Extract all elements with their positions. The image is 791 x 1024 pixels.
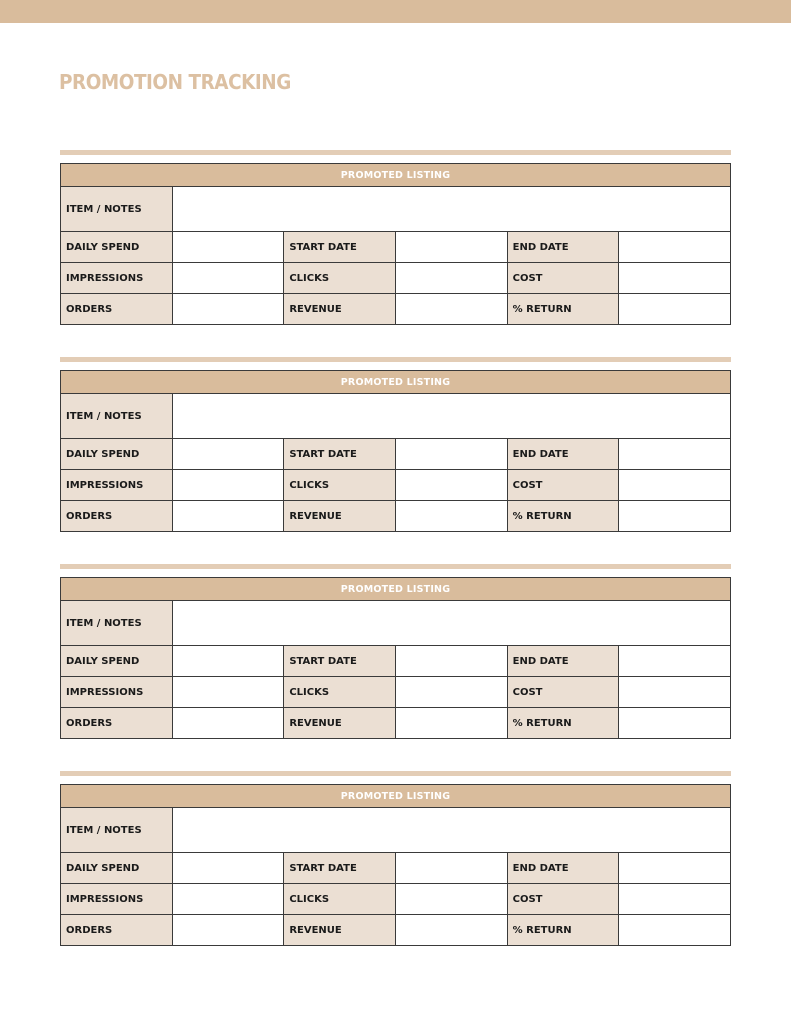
- item-notes-row: [61, 187, 731, 232]
- end-date-label: END DATE: [507, 232, 619, 263]
- end-date-label: END DATE: [507, 646, 619, 677]
- clicks-field[interactable]: [395, 263, 507, 294]
- end-date-field[interactable]: [619, 646, 731, 677]
- promoted-listing-table: [60, 784, 731, 946]
- item-notes-field[interactable]: [172, 808, 730, 853]
- clicks-label: CLICKS: [284, 884, 396, 915]
- item-notes-field[interactable]: [172, 394, 730, 439]
- start-date-field[interactable]: [395, 439, 507, 470]
- revenue-label: REVENUE: [284, 501, 396, 532]
- start-date-label: START DATE: [284, 853, 396, 884]
- clicks-label: CLICKS: [284, 263, 396, 294]
- listing-header: PROMOTED LISTING: [61, 164, 731, 187]
- return-field[interactable]: [619, 915, 731, 946]
- orders-field[interactable]: [172, 294, 284, 325]
- table-header-row: [61, 164, 731, 187]
- start-date-field[interactable]: [395, 232, 507, 263]
- table-header-row: [61, 578, 731, 601]
- return-field[interactable]: [619, 708, 731, 739]
- table-header-row: [61, 785, 731, 808]
- item-notes-row: [61, 808, 731, 853]
- table-row: [61, 294, 731, 325]
- daily-spend-label: DAILY SPEND: [61, 439, 173, 470]
- cost-label: COST: [507, 263, 619, 294]
- return-label: % RETURN: [507, 501, 619, 532]
- table-row: [61, 439, 731, 470]
- promoted-listing-table: [60, 163, 731, 325]
- start-date-label: START DATE: [284, 439, 396, 470]
- cost-field[interactable]: [619, 677, 731, 708]
- listing-header: PROMOTED LISTING: [61, 371, 731, 394]
- end-date-field[interactable]: [619, 232, 731, 263]
- table-row: [61, 884, 731, 915]
- table-row: [61, 677, 731, 708]
- daily-spend-field[interactable]: [172, 646, 284, 677]
- table-row: [61, 501, 731, 532]
- cost-field[interactable]: [619, 884, 731, 915]
- end-date-field[interactable]: [619, 439, 731, 470]
- return-field[interactable]: [619, 501, 731, 532]
- end-date-field[interactable]: [619, 853, 731, 884]
- daily-spend-label: DAILY SPEND: [61, 646, 173, 677]
- section-divider: [60, 357, 731, 362]
- impressions-label: IMPRESSIONS: [61, 677, 173, 708]
- impressions-label: IMPRESSIONS: [61, 263, 173, 294]
- section-divider: [60, 150, 731, 155]
- return-label: % RETURN: [507, 915, 619, 946]
- revenue-label: REVENUE: [284, 294, 396, 325]
- clicks-label: CLICKS: [284, 677, 396, 708]
- daily-spend-label: DAILY SPEND: [61, 232, 173, 263]
- impressions-label: IMPRESSIONS: [61, 470, 173, 501]
- table-row: [61, 853, 731, 884]
- clicks-field[interactable]: [395, 884, 507, 915]
- listing-header: PROMOTED LISTING: [61, 578, 731, 601]
- promoted-listing-section: [60, 150, 731, 325]
- item-notes-label: ITEM / NOTES: [61, 808, 173, 853]
- item-notes-field[interactable]: [172, 601, 730, 646]
- cost-field[interactable]: [619, 470, 731, 501]
- impressions-label: IMPRESSIONS: [61, 884, 173, 915]
- cost-label: COST: [507, 470, 619, 501]
- item-notes-label: ITEM / NOTES: [61, 187, 173, 232]
- clicks-field[interactable]: [395, 677, 507, 708]
- revenue-label: REVENUE: [284, 708, 396, 739]
- orders-field[interactable]: [172, 501, 284, 532]
- end-date-label: END DATE: [507, 439, 619, 470]
- revenue-field[interactable]: [395, 501, 507, 532]
- cost-label: COST: [507, 884, 619, 915]
- orders-label: ORDERS: [61, 294, 173, 325]
- promoted-listing-section: [60, 357, 731, 532]
- page-title: PROMOTION TRACKING: [59, 70, 291, 94]
- promoted-listing-table: [60, 370, 731, 532]
- section-divider: [60, 564, 731, 569]
- daily-spend-field[interactable]: [172, 853, 284, 884]
- start-date-field[interactable]: [395, 646, 507, 677]
- end-date-label: END DATE: [507, 853, 619, 884]
- return-label: % RETURN: [507, 294, 619, 325]
- return-label: % RETURN: [507, 708, 619, 739]
- orders-label: ORDERS: [61, 501, 173, 532]
- promoted-listing-table: [60, 577, 731, 739]
- item-notes-label: ITEM / NOTES: [61, 601, 173, 646]
- impressions-field[interactable]: [172, 470, 284, 501]
- cost-field[interactable]: [619, 263, 731, 294]
- cost-label: COST: [507, 677, 619, 708]
- revenue-label: REVENUE: [284, 915, 396, 946]
- orders-field[interactable]: [172, 915, 284, 946]
- revenue-field[interactable]: [395, 708, 507, 739]
- promoted-listing-section: [60, 771, 731, 946]
- orders-label: ORDERS: [61, 915, 173, 946]
- orders-label: ORDERS: [61, 708, 173, 739]
- table-row: [61, 646, 731, 677]
- revenue-field[interactable]: [395, 915, 507, 946]
- impressions-field[interactable]: [172, 884, 284, 915]
- orders-field[interactable]: [172, 708, 284, 739]
- start-date-field[interactable]: [395, 853, 507, 884]
- table-row: [61, 232, 731, 263]
- daily-spend-field[interactable]: [172, 232, 284, 263]
- start-date-label: START DATE: [284, 646, 396, 677]
- table-row: [61, 263, 731, 294]
- item-notes-row: [61, 394, 731, 439]
- clicks-label: CLICKS: [284, 470, 396, 501]
- item-notes-field[interactable]: [172, 187, 730, 232]
- impressions-field[interactable]: [172, 263, 284, 294]
- listing-header: PROMOTED LISTING: [61, 785, 731, 808]
- clicks-field[interactable]: [395, 470, 507, 501]
- item-notes-row: [61, 601, 731, 646]
- revenue-field[interactable]: [395, 294, 507, 325]
- table-header-row: [61, 371, 731, 394]
- item-notes-label: ITEM / NOTES: [61, 394, 173, 439]
- daily-spend-label: DAILY SPEND: [61, 853, 173, 884]
- table-row: [61, 470, 731, 501]
- daily-spend-field[interactable]: [172, 439, 284, 470]
- section-divider: [60, 771, 731, 776]
- promoted-listing-section: [60, 564, 731, 739]
- return-field[interactable]: [619, 294, 731, 325]
- table-row: [61, 915, 731, 946]
- impressions-field[interactable]: [172, 677, 284, 708]
- start-date-label: START DATE: [284, 232, 396, 263]
- top-accent-bar: [0, 0, 791, 23]
- table-row: [61, 708, 731, 739]
